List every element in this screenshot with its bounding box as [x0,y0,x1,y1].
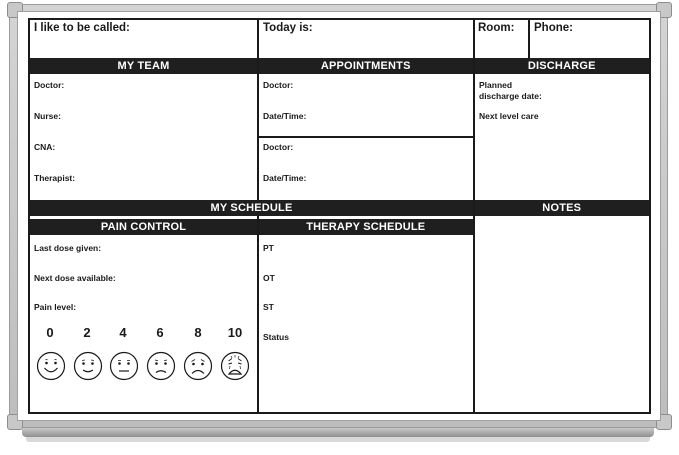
crying-face-icon [220,351,250,381]
pain-control-header: PAIN CONTROL [30,219,257,235]
therapy-schedule-header: THERAPY SCHEDULE [259,219,474,235]
team-doctor-label: Doctor: [34,80,65,90]
very-happy-face-icon [36,351,66,381]
team-therapist-label: Therapist: [34,173,76,183]
called-label: I like to be called: [34,22,130,34]
notes-header: NOTES [475,200,650,216]
grid-line [258,136,474,138]
grid-line [528,18,530,58]
phone-label: Phone: [534,22,573,34]
grid-line [473,18,475,414]
grid-line [28,18,651,20]
my-schedule-header: MY SCHEDULE [30,200,473,216]
next-level-care-label: Next level care [479,111,539,121]
today-label: Today is: [263,22,313,34]
happy-face-icon [73,351,103,381]
therapy-ot-label: OT [263,273,275,283]
pain-scale-number: 2 [83,325,91,340]
sad-face-icon [146,351,176,381]
my-team-header: MY TEAM [30,58,257,74]
therapy-pt-label: PT [263,243,274,253]
next-dose-label: Next dose available: [34,273,116,283]
appointment-datetime-label: Date/Time: [263,173,307,183]
appointment-doctor-label: Doctor: [263,142,294,152]
team-nurse-label: Nurse: [34,111,61,121]
grid-line [649,18,651,414]
grid-line [257,18,259,414]
pain-scale-number: 10 [227,325,243,340]
therapy-st-label: ST [263,302,274,312]
planned-discharge-label-line2: discharge date: [479,91,542,101]
last-dose-label: Last dose given: [34,243,102,253]
therapy-status-label: Status [263,332,289,342]
pain-scale-number: 8 [194,325,202,340]
marker-tray [22,428,654,437]
room-label: Room: [478,22,515,34]
pain-scale-number: 4 [119,325,127,340]
grid-line [28,412,651,414]
planned-discharge-label-line1: Planned [479,80,513,90]
appointment-datetime-label: Date/Time: [263,111,307,121]
appointments-header: APPOINTMENTS [259,58,474,74]
appointment-doctor-label: Doctor: [263,80,294,90]
marker-tray-shadow [26,437,650,442]
pain-scale-number: 0 [46,325,54,340]
grid-line [28,18,30,414]
very-sad-face-icon [183,351,213,381]
team-cna-label: CNA: [34,142,56,152]
pain-level-label: Pain level: [34,302,77,312]
pain-scale-number: 6 [156,325,164,340]
discharge-header: DISCHARGE [475,58,650,74]
neutral-face-icon [109,351,139,381]
